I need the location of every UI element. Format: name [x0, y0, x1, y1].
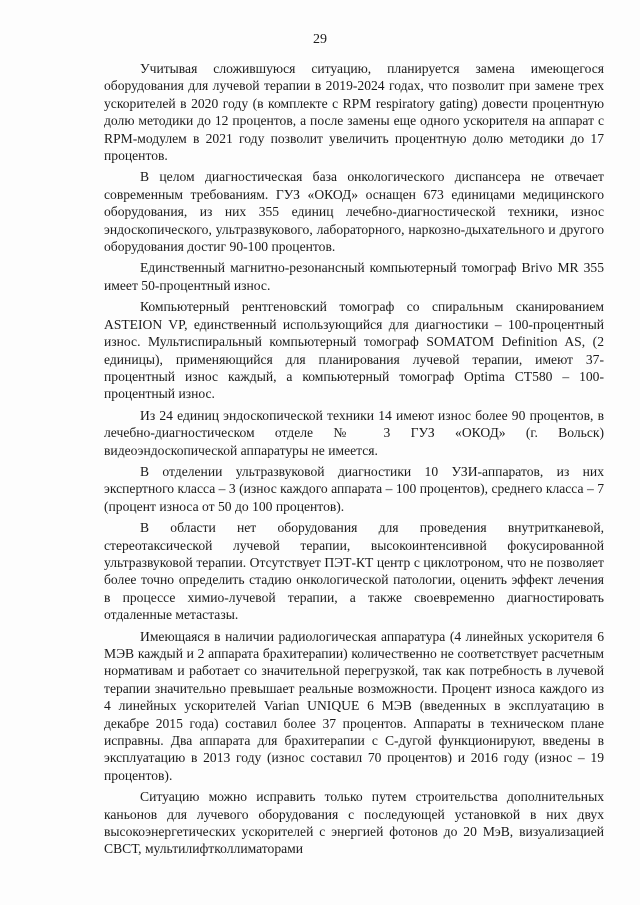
page-number: 29 — [313, 32, 327, 47]
paragraph-equipment-replacement-plan: Учитывая сложившуюся ситуацию, планируется замена имеющегося оборудования для лучевой терапии в 2019-2024 годах, что позволит при замене трех ускорителей в 2020 году (в комплекте с RPM respiratory gating) довести процентную долю методики до 12 процентов, а после замены еще одного ускорителя на аппарат с RPM-модулем в 2021 году позволит увеличить процентную долю методики до 17 процентов. — [104, 61, 604, 164]
paragraph-mri-tomograph: Единственный магнитно-резонансный компьютерный томограф Brivo MR 355 имеет 50-процентный износ. — [104, 260, 604, 293]
paragraph-diagnostic-base: В целом диагностическая база онкологического диспансера не отвечает современным требованиям. ГУЗ «ОКОД» оснащен 673 единицами медицинского оборудования, из них 355 единиц лечебно-диагностической техники, износ эндоскопического, ультразвукового, лабораторного, наркозно-дыхательного и другого оборудования достиг 90-100 процентов. — [104, 169, 604, 255]
paragraph-endoscopic-equipment: Из 24 единиц эндоскопической техники 14 имеют износ более 90 процентов, в лечебно-диагностическом отделе № 3 ГУЗ «ОКОД» (г. Вольск) видеоэндоскопической аппаратуры не имеется. — [104, 407, 604, 458]
paragraph-ultrasound-department: В отделении ультразвуковой диагностики 10 УЗИ-аппаратов, из них экспертного класса – 3 (износ каждого аппарата – 100 процентов), среднего класса – 7 (процент износа от 50 до 100 процентов). — [104, 463, 604, 514]
paragraph-ct-tomographs: Компьютерный рентгеновский томограф со спиральным сканированием ASTEION VP, единственный использующийся для диагностики – 100-процентный износ. Мультиспиральный компьютерный томограф SOMATOM Definition AS, (2 единицы), применяющийся для планирования лучевой терапии, имеют 37-процентный износ каждый, а компьютерный томограф Optima CT580 – 100-процентный износ. — [104, 299, 604, 402]
document-body — [104, 60, 604, 862]
paragraph-radiology-equipment: Имеющаяся в наличии радиологическая аппаратура (4 линейных ускорителя 6 МЭВ каждый и 2 аппарата брахитерапии) количественно не соответствует расчетным нормативам и работает со значительной перегрузкой, так как потребность в лучевой терапии значительно превышает реальные возможности. Процент износа каждого из 4 линейных ускорителей Varian UNIQUE 6 МЭВ (введенных в эксплуатацию в декабре 2015 года) составил более 37 процентов. Аппараты в техническом плане исправны. Два аппарата для брахитерапии с С-дугой функционируют, введены в эксплуатацию в 2013 году (износ составил 70 процентов) и 2016 году (износ – 19 процентов). — [104, 628, 604, 783]
paragraph-missing-equipment: В области нет оборудования для проведения внутритканевой, стереотаксической лучевой терапии, высокоинтенсивной фокусированной ультразвуковой терапии. Отсутствует ПЭТ-КТ центр с циклотроном, что не позволяет более точно определить стадию онкологической патологии, оценить эффект лечения в процессе химио-лучевой терапии, а также своевременно диагностировать отдаленные метастазы. — [104, 520, 604, 623]
paragraph-solution-construction: Ситуацию можно исправить только путем строительства дополнительных каньонов для лучевого оборудования с последующей установкой в них двух высокоэнергетических ускорителей с энергией фотонов до 20 МэВ, визуализацией СВСТ, мультилифтколлиматорами — [104, 789, 604, 857]
